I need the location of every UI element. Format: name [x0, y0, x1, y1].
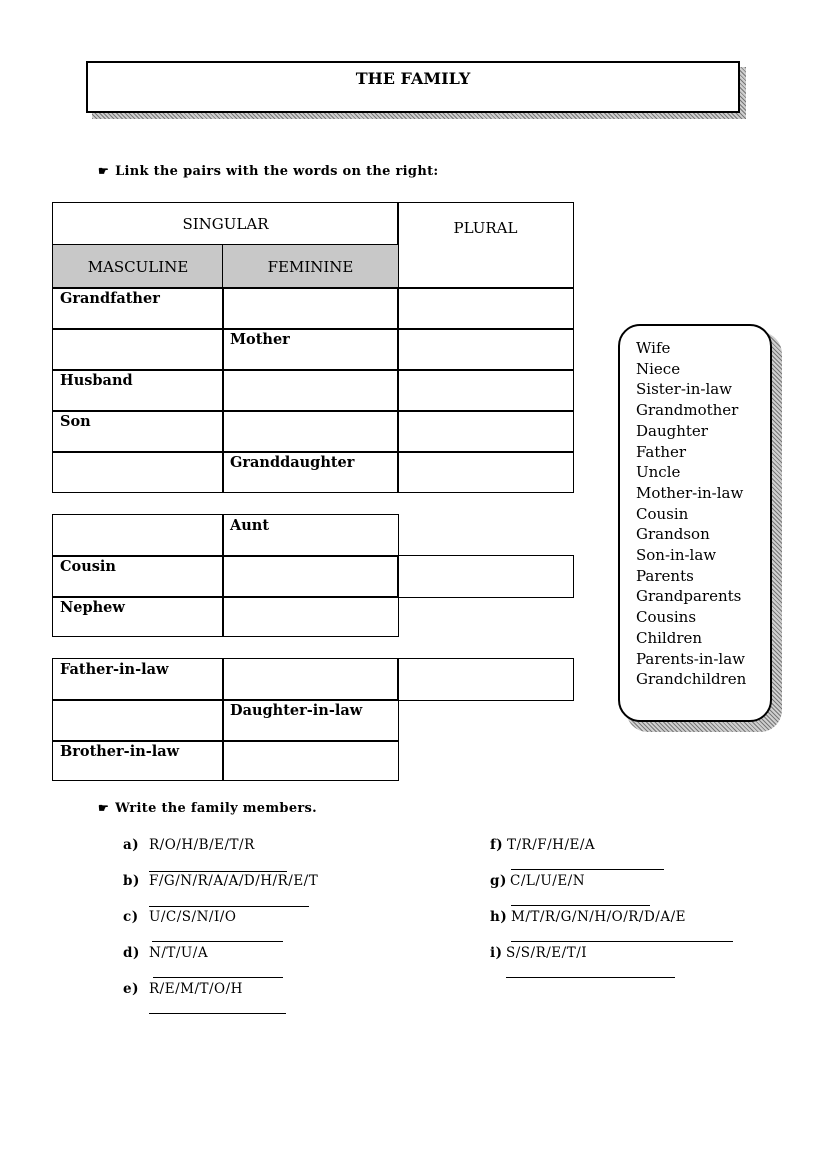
answer-line[interactable]	[506, 977, 675, 978]
table-cell[interactable]	[397, 410, 574, 453]
word-box-item: Uncle	[636, 463, 681, 482]
instruction-link-text: Link the pairs with the words on the right:	[115, 164, 439, 179]
word-box-item: Father	[636, 442, 687, 461]
cell-daughter-in-law: Daughter-in-law	[222, 699, 399, 742]
word-box-item: Grandmother	[636, 401, 739, 420]
word-box	[618, 324, 772, 722]
cell-granddaughter: Granddaughter	[222, 451, 399, 493]
word-box-item: Niece	[636, 359, 681, 378]
table-cell[interactable]	[222, 740, 399, 781]
word-box-item: Grandparents	[636, 587, 742, 606]
word-box-item: Grandson	[636, 525, 710, 544]
word-box-item: Wife	[636, 339, 671, 357]
word-box-item: Grandchildren	[636, 670, 747, 689]
answer-line[interactable]	[511, 869, 664, 870]
cell-grandfather: Grandfather	[52, 287, 224, 330]
answer-line[interactable]	[152, 941, 283, 942]
table-cell[interactable]	[397, 451, 574, 493]
cell-brother-in-law: Brother-in-law	[52, 740, 224, 781]
table-cell[interactable]	[222, 658, 399, 701]
table-cell[interactable]	[52, 328, 224, 371]
cell-mother: Mother	[222, 328, 399, 371]
word-box-item: Parents	[636, 566, 694, 585]
table-cell[interactable]	[397, 658, 574, 701]
table-cell[interactable]	[222, 410, 399, 453]
instruction-write	[98, 801, 317, 816]
exercise-item: a) R/O/H/B/E/T/R	[123, 837, 255, 853]
table-cell[interactable]	[397, 369, 574, 412]
exercise-item: h) M/T/R/G/N/H/O/R/D/A/E	[490, 909, 687, 925]
answer-line[interactable]	[511, 905, 650, 906]
table-cell[interactable]	[222, 287, 399, 330]
answer-line[interactable]	[149, 1013, 286, 1014]
instruction-link	[98, 164, 438, 179]
word-box-item: Daughter	[636, 421, 708, 440]
exercise-item: e) R/E/M/T/O/H	[123, 981, 243, 997]
table-cell[interactable]	[397, 287, 574, 330]
feminine-header: FEMININE	[222, 244, 399, 289]
answer-line[interactable]	[149, 906, 309, 907]
plural-header: PLURAL	[397, 202, 574, 289]
word-list	[620, 326, 770, 690]
answer-line[interactable]	[153, 977, 283, 978]
cell-nephew: Nephew	[52, 596, 224, 637]
cell-cousin: Cousin	[52, 555, 224, 598]
pointing-hand-icon: ☛	[98, 801, 110, 815]
word-box-item: Son-in-law	[636, 546, 717, 565]
word-box-item: Cousins	[636, 608, 697, 627]
exercise-item: f) T/R/F/H/E/A	[490, 837, 596, 853]
title-box	[86, 61, 740, 113]
cell-husband: Husband	[52, 369, 224, 412]
page-title: THE FAMILY	[355, 69, 471, 88]
cell-son: Son	[52, 410, 224, 453]
word-box-item: Children	[636, 628, 703, 647]
answer-line[interactable]	[511, 941, 733, 942]
exercise-item: g) C/L/U/E/N	[490, 873, 586, 889]
exercise-item: b) F/G/N/R/A/A/D/H/R/E/T	[123, 873, 319, 889]
exercise-item: i) S/S/R/E/T/I	[490, 945, 588, 961]
table-cell[interactable]	[222, 555, 399, 598]
cell-father-in-law: Father-in-law	[52, 658, 224, 701]
masculine-header: MASCULINE	[52, 244, 224, 289]
exercise-item: d) N/T/U/A	[123, 945, 209, 961]
table-cell[interactable]	[52, 514, 224, 557]
word-box-item: Cousin	[636, 504, 689, 523]
table-cell[interactable]	[397, 555, 574, 598]
table-cell[interactable]	[397, 328, 574, 371]
singular-header: SINGULAR	[52, 202, 399, 246]
table-cell[interactable]	[222, 596, 399, 637]
word-box-item: Sister-in-law	[636, 380, 733, 399]
table-cell[interactable]	[222, 369, 399, 412]
pointing-hand-icon: ☛	[98, 164, 110, 178]
word-box-item: Mother-in-law	[636, 483, 744, 502]
instruction-write-text: Write the family members.	[115, 801, 317, 816]
answer-line[interactable]	[149, 871, 287, 872]
table-cell[interactable]	[52, 699, 224, 742]
cell-aunt: Aunt	[222, 514, 399, 557]
table-cell[interactable]	[52, 451, 224, 493]
exercise-item: c) U/C/S/N/I/O	[123, 909, 237, 925]
word-box-item: Parents-in-law	[636, 649, 745, 668]
